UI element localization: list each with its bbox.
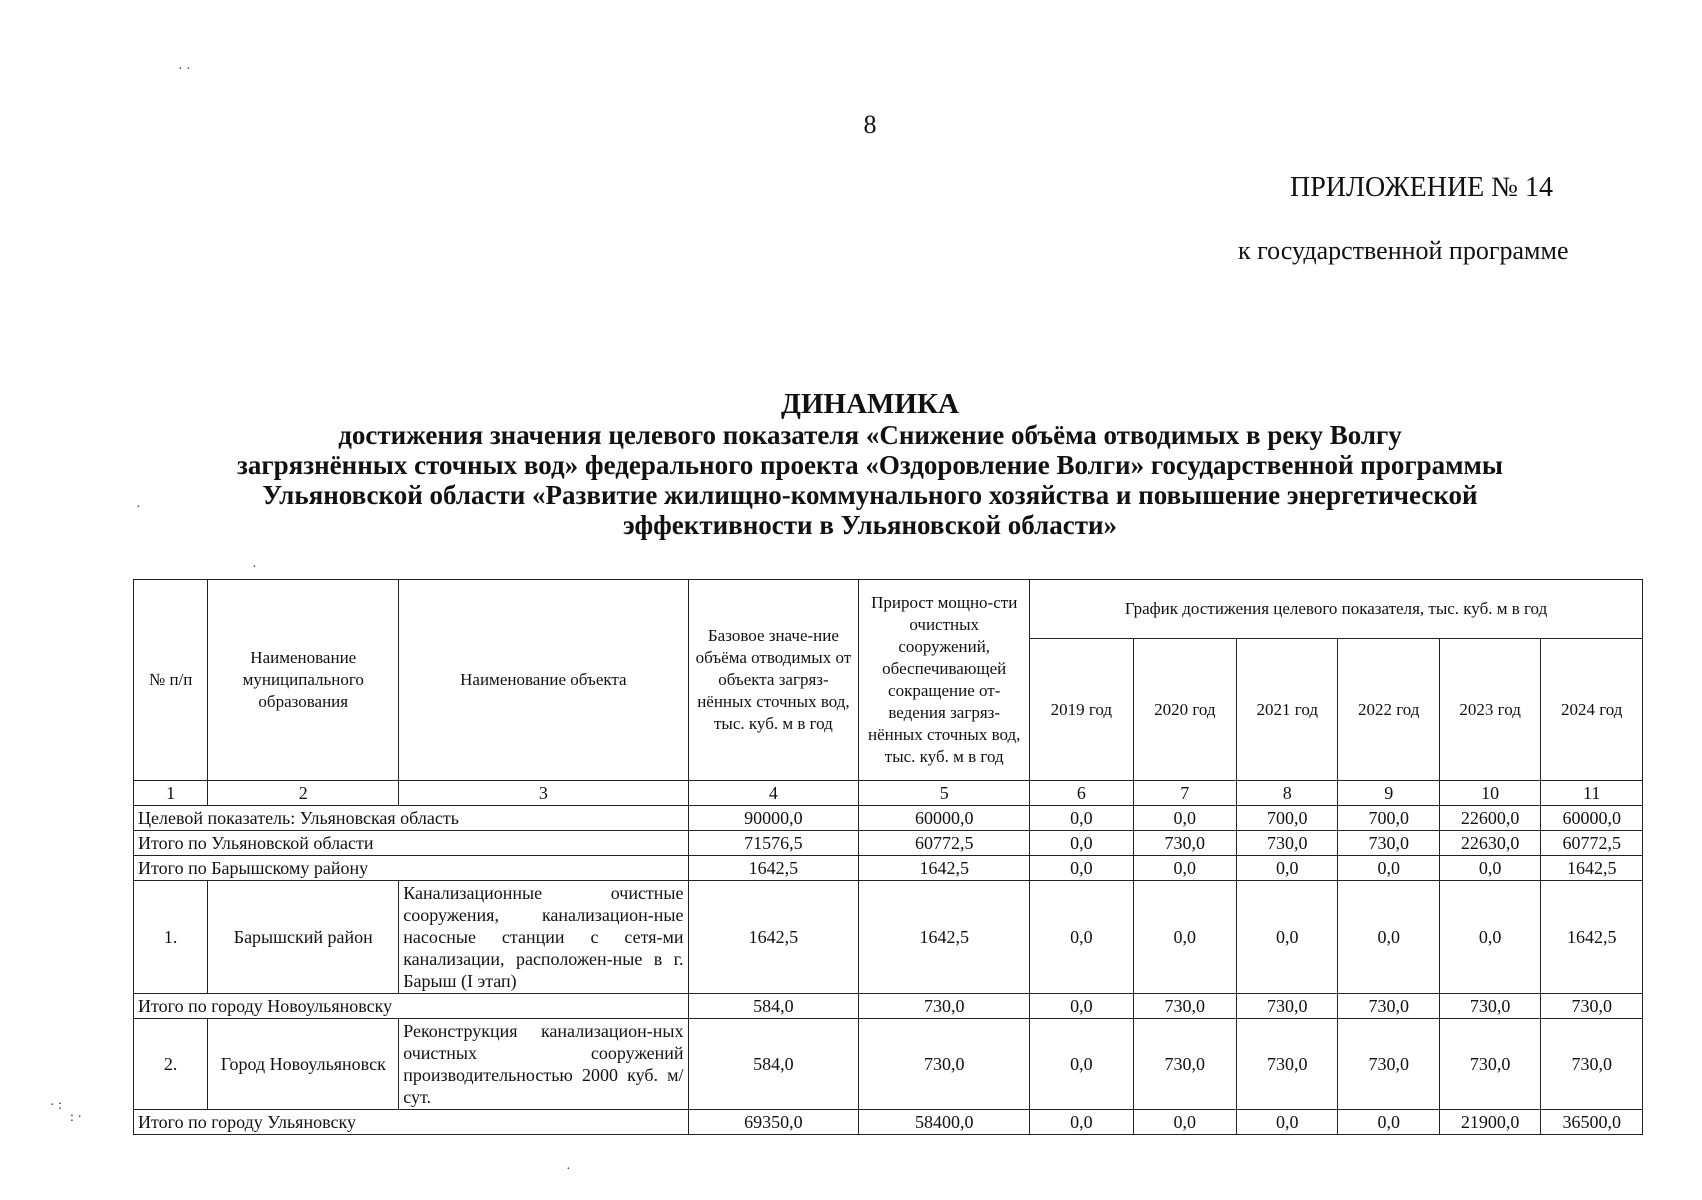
header-year: 2019 год <box>1030 639 1133 781</box>
header-object: Наименование объекта <box>399 580 688 781</box>
table-row <box>134 1019 1643 1110</box>
column-number: 3 <box>399 781 688 806</box>
column-number: 6 <box>1030 781 1133 806</box>
growth-cell: 60000,0 <box>859 806 1030 831</box>
row-label: Итого по Барышскому району <box>134 856 689 881</box>
year-cell: 730,0 <box>1133 994 1236 1019</box>
year-cell: 0,0 <box>1030 806 1133 831</box>
column-number: 4 <box>688 781 859 806</box>
municipality-cell: Барышский район <box>208 881 399 994</box>
municipality-cell: Город Новоульяновск <box>208 1019 399 1110</box>
base-value-cell: 71576,5 <box>688 831 859 856</box>
title-line-3: Ульяновской области «Развитие жилищно-коммунального хозяйства и повышение энергетической <box>262 480 1478 510</box>
year-cell: 730,0 <box>1237 1019 1338 1110</box>
total-novoulyanovsk-row <box>134 994 1643 1019</box>
year-cell: 0,0 <box>1133 1110 1236 1135</box>
header-capacity-growth: Прирост мощно-сти очистных сооружений, обеспечивающей сокращение от-ведения загряз-нённых сточных вод, тыс. куб. м в год <box>859 580 1030 781</box>
growth-cell: 60772,5 <box>859 831 1030 856</box>
row-number: 2. <box>134 1019 208 1110</box>
column-number: 1 <box>134 781 208 806</box>
year-cell: 730,0 <box>1237 994 1338 1019</box>
appendix-label: ПРИЛОЖЕНИЕ № 14 <box>1290 172 1553 203</box>
year-cell: 0,0 <box>1439 856 1540 881</box>
year-cell: 730,0 <box>1133 1019 1236 1110</box>
base-value-cell: 1642,5 <box>688 881 859 994</box>
year-cell: 0,0 <box>1338 1110 1439 1135</box>
base-value-cell: 1642,5 <box>688 856 859 881</box>
growth-cell: 58400,0 <box>859 1110 1030 1135</box>
year-cell: 730,0 <box>1338 831 1439 856</box>
year-cell: 730,0 <box>1133 831 1236 856</box>
scan-speck: · : <box>50 1098 63 1113</box>
scan-speck: · <box>252 560 257 575</box>
title-main: ДИНАМИКА <box>781 388 959 420</box>
header-year: 2023 год <box>1439 639 1540 781</box>
header-year: 2020 год <box>1133 639 1236 781</box>
year-cell: 1642,5 <box>1541 856 1643 881</box>
header-year: 2021 год <box>1237 639 1338 781</box>
year-cell: 0,0 <box>1237 881 1338 994</box>
column-number-row <box>134 781 1643 806</box>
header-municipality: Наименование муниципального образования <box>208 580 399 781</box>
table-row <box>134 881 1643 994</box>
header-base-value: Базовое значе-ние объёма отводимых от объекта загряз-нённых сточных вод, тыс. куб. м в год <box>688 580 859 781</box>
column-number: 2 <box>208 781 399 806</box>
row-label: Итого по городу Новоульяновску <box>134 994 689 1019</box>
target-row <box>134 806 1643 831</box>
column-number: 11 <box>1541 781 1643 806</box>
row-number: 1. <box>134 881 208 994</box>
year-cell: 0,0 <box>1439 881 1540 994</box>
year-cell: 0,0 <box>1237 1110 1338 1135</box>
year-cell: 730,0 <box>1541 1019 1643 1110</box>
growth-cell: 730,0 <box>859 1019 1030 1110</box>
scan-speck: : · <box>70 1110 83 1125</box>
total-region-row <box>134 831 1643 856</box>
year-cell: 0,0 <box>1030 994 1133 1019</box>
base-value-cell: 90000,0 <box>688 806 859 831</box>
document-title <box>120 388 1620 540</box>
column-number: 8 <box>1237 781 1338 806</box>
growth-cell: 1642,5 <box>859 856 1030 881</box>
year-cell: 700,0 <box>1338 806 1439 831</box>
year-cell: 0,0 <box>1030 1110 1133 1135</box>
column-number: 9 <box>1338 781 1439 806</box>
year-cell: 700,0 <box>1237 806 1338 831</box>
column-number: 7 <box>1133 781 1236 806</box>
year-cell: 22630,0 <box>1439 831 1540 856</box>
header-year: 2024 год <box>1541 639 1643 781</box>
header-num: № п/п <box>134 580 208 781</box>
title-line-2: загрязнённых сточных вод» федерального проекта «Оздоровление Волги» государственной программы <box>237 450 1503 480</box>
scan-speck: · <box>136 500 141 515</box>
row-label: Итого по городу Ульяновску <box>134 1110 689 1135</box>
row-label: Итого по Ульяновской области <box>134 831 689 856</box>
year-cell: 730,0 <box>1338 1019 1439 1110</box>
year-cell: 730,0 <box>1439 994 1540 1019</box>
header-year: 2022 год <box>1338 639 1439 781</box>
dynamics-table <box>133 579 1643 1135</box>
year-cell: 1642,5 <box>1541 881 1643 994</box>
base-value-cell: 584,0 <box>688 994 859 1019</box>
total-barysh-row <box>134 856 1643 881</box>
year-cell: 0,0 <box>1237 856 1338 881</box>
growth-cell: 730,0 <box>859 994 1030 1019</box>
program-reference: к государственной программе <box>1238 236 1569 265</box>
year-cell: 0,0 <box>1030 831 1133 856</box>
year-cell: 21900,0 <box>1439 1110 1540 1135</box>
base-value-cell: 69350,0 <box>688 1110 859 1135</box>
year-cell: 730,0 <box>1338 994 1439 1019</box>
year-cell: 0,0 <box>1133 806 1236 831</box>
scan-speck: · · <box>178 62 191 77</box>
total-ulyanovsk-row <box>134 1110 1643 1135</box>
year-cell: 60772,5 <box>1541 831 1643 856</box>
year-cell: 0,0 <box>1133 881 1236 994</box>
growth-cell: 1642,5 <box>859 881 1030 994</box>
column-number: 5 <box>859 781 1030 806</box>
base-value-cell: 584,0 <box>688 1019 859 1110</box>
title-line-4: эффективности в Ульяновской области» <box>622 510 1118 540</box>
title-line-1: достижения значения целевого показателя «Снижение объёма отводимых в реку Волгу <box>338 420 1402 450</box>
year-cell: 0,0 <box>1133 856 1236 881</box>
year-cell: 36500,0 <box>1541 1110 1643 1135</box>
year-cell: 60000,0 <box>1541 806 1643 831</box>
scan-speck: · <box>566 1162 571 1177</box>
year-cell: 0,0 <box>1030 881 1133 994</box>
year-cell: 0,0 <box>1030 856 1133 881</box>
year-cell: 730,0 <box>1237 831 1338 856</box>
object-cell: Канализационные очистные сооружения, канализацион-ные насосные станции с сетя-ми канализации, расположен-ные в г. Барыш (I этап) <box>399 881 688 994</box>
column-number: 10 <box>1439 781 1540 806</box>
row-label: Целевой показатель: Ульяновская область <box>134 806 689 831</box>
page-number: 8 <box>863 110 877 139</box>
year-cell: 22600,0 <box>1439 806 1540 831</box>
year-cell: 0,0 <box>1338 856 1439 881</box>
header-schedule: График достижения целевого показателя, тыс. куб. м в год <box>1030 580 1643 639</box>
year-cell: 0,0 <box>1338 881 1439 994</box>
year-cell: 730,0 <box>1439 1019 1540 1110</box>
year-cell: 0,0 <box>1030 1019 1133 1110</box>
year-cell: 730,0 <box>1541 994 1643 1019</box>
object-cell: Реконструкция канализацион-ных очистных сооружений производительностью 2000 куб. м/сут. <box>399 1019 688 1110</box>
